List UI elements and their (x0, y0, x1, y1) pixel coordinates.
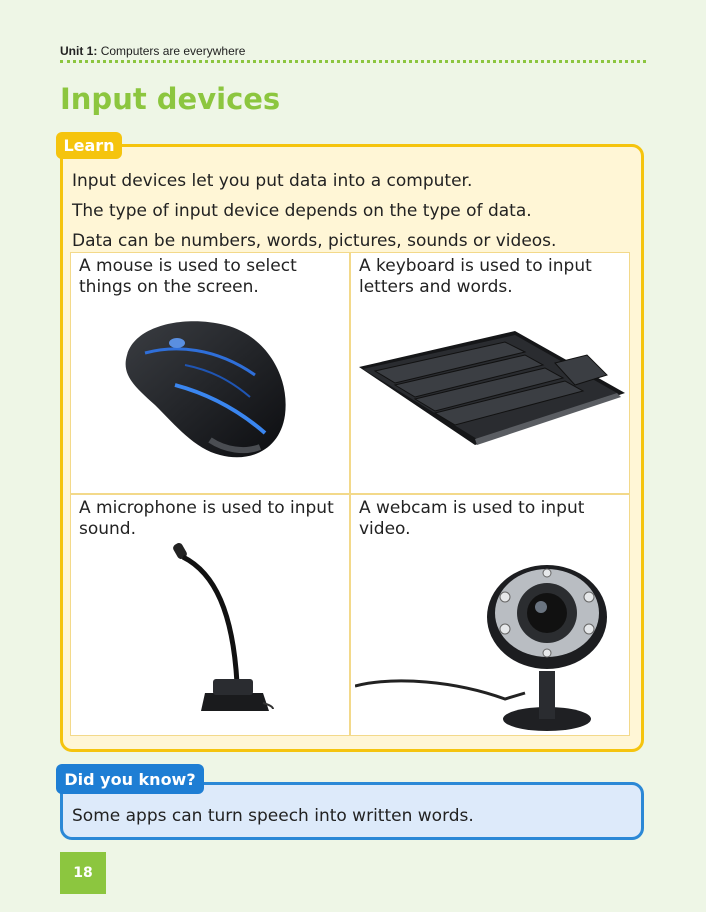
did-you-know-text: Some apps can turn speech into written words. (72, 806, 474, 826)
mouse-caption: A mouse is used to select things on the screen. (79, 256, 297, 297)
webcam-card (350, 494, 630, 736)
device-grid (70, 252, 630, 736)
webcam-caption: A webcam is used to input video. (359, 498, 585, 539)
microphone-icon (155, 543, 295, 723)
dotted-divider (60, 60, 646, 63)
unit-label: Unit 1: (60, 44, 98, 58)
keyboard-caption: A keyboard is used to input letters and words. (359, 256, 592, 297)
did-you-know-tab: Did you know? (56, 764, 204, 794)
microphone-caption: A microphone is used to input sound. (79, 498, 334, 539)
learn-line: The type of input device depends on the type of data. (72, 201, 532, 221)
learn-tab: Learn (56, 132, 122, 159)
microphone-card (70, 494, 350, 736)
mouse-icon (115, 315, 301, 465)
page-number: 18 (60, 852, 106, 894)
page-title: Input devices (60, 82, 281, 116)
unit-header (60, 44, 646, 58)
learn-line: Data can be numbers, words, pictures, sounds or videos. (72, 231, 557, 251)
learn-intro (72, 166, 632, 256)
keyboard-icon (355, 327, 627, 447)
learn-line: Input devices let you put data into a computer. (72, 171, 473, 191)
unit-title: Computers are everywhere (100, 44, 246, 58)
keyboard-card (350, 252, 630, 494)
webcam-icon (355, 561, 627, 733)
mouse-card (70, 252, 350, 494)
